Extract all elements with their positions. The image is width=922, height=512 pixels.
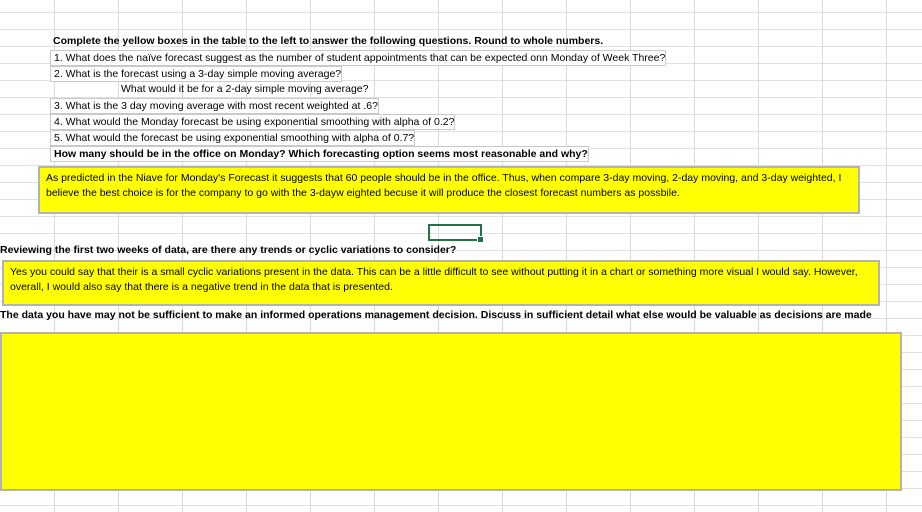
question-6-cell[interactable]: How many should be in the office on Monday? Which forecasting option seems most reasonable and why? [50, 146, 589, 162]
answer-box-additional-data[interactable] [0, 332, 902, 491]
fill-handle[interactable] [477, 236, 484, 243]
answer-box-trends[interactable]: Yes you could say that their is a small cyclic variations present in the data. This can be a little difficult to see without putting it in a chart or something more visual I would say. However, overall, I would also say that there is a negative trend in the data that is presented. [2, 260, 880, 306]
question-1-cell[interactable]: 1. What does the naïve forecast suggest as the number of student appointments that can be expected onn Monday of Week Three? [50, 50, 666, 66]
trends-question-cell[interactable]: Reviewing the first two weeks of data, are there any trends or cyclic variations to consider? [0, 244, 457, 256]
question-2b-cell[interactable]: What would it be for a 2-day simple moving average? [121, 83, 369, 95]
instructions-cell[interactable]: Complete the yellow boxes in the table to the left to answer the following questions. Round to whole numbers. [53, 35, 604, 47]
selected-cell[interactable] [428, 224, 482, 241]
answer-box-forecast[interactable]: As predicted in the Niave for Monday's Forecast it suggests that 60 people should be in the office. Thus, when compare 3-day moving, 2-day moving, and 3-day weighted, I believe the best choice is for the company to go with the 3-dayw eighted becuse it will produce the closest forecast numbers as possbile. [38, 166, 860, 214]
data-question-cell[interactable]: The data you have may not be sufficient to make an informed operations management decision. Discuss in sufficient detail what else would be valuable as decisions are made [0, 309, 872, 321]
question-5-cell[interactable]: 5. What would the forecast be using exponential smoothing with alpha of 0.7? [50, 130, 415, 146]
question-2-cell[interactable]: 2. What is the forecast using a 3-day simple moving average? [50, 66, 342, 82]
question-3-cell[interactable]: 3. What is the 3 day moving average with most recent weighted at .6? [50, 98, 379, 114]
question-4-cell[interactable]: 4. What would the Monday forecast be using exponential smoothing with alpha of 0.2? [50, 114, 455, 130]
